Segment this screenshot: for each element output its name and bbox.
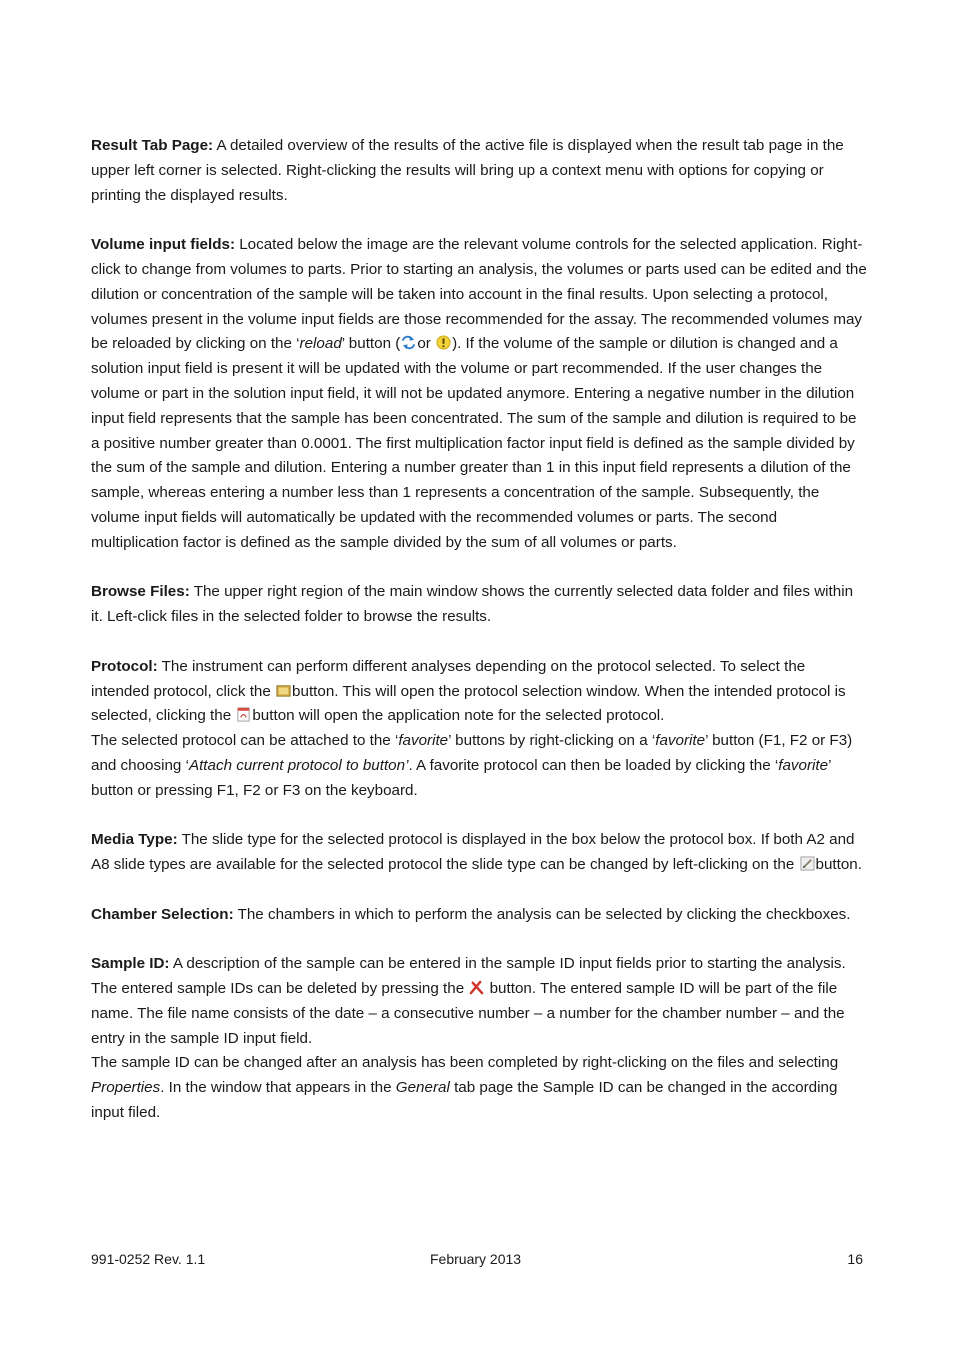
sample-p2-text-1: The sample ID can be changed after an analysis has been completed by right-clicking on the files and selecting <box>91 1054 839 1072</box>
browse-paragraph <box>91 580 867 630</box>
chamber-text: The chambers in which to perform the analysis can be selected by clicking the checkboxes. <box>233 905 851 923</box>
media-text-1: The slide type for the selected protocol is displayed in the box below the protocol box. If both A2 and A8 slide types are available for the selected protocol the slide type can be changed by left-clicking on the <box>91 831 855 874</box>
pdf-document-icon <box>236 707 251 722</box>
favorite-text-1: The selected protocol can be attached to the ‘ <box>91 732 399 750</box>
media-paragraph <box>91 828 867 878</box>
protocol-text-3: button will open the application note for the selected protocol. <box>252 707 665 725</box>
volume-heading: Volume input fields: <box>91 236 235 254</box>
volume-or: or <box>417 335 431 353</box>
attach-term: Attach current protocol to button’ <box>188 756 409 774</box>
volume-paragraph <box>91 233 867 555</box>
media-text-2: button. <box>815 856 862 874</box>
sample-p2-text-2: . In the window that appears in the <box>160 1079 396 1097</box>
result-tab-heading: Result Tab Page: <box>91 137 214 154</box>
protocol-paragraph <box>91 655 867 729</box>
sample-heading: Sample ID: <box>91 955 170 973</box>
protocol-text-2: button. This will open the protocol selection window. When the intended protocol is selected, clicking the <box>91 682 846 725</box>
sample-text-2: button. The entered sample ID will be part of the file name. The file name consists of the date – a consecutive number – a number for the chamber number – and the entry in the sample ID input field. <box>91 980 845 1047</box>
browse-heading: Browse Files: <box>91 583 190 601</box>
volume-text-1: Located below the image are the relevant volume controls for the selected application. Right-click to change from volumes to parts. Prior to starting an analysis, the volumes or parts used can be edited and the dilution or concentration of the sample will be taken into account in the final results. Upon selecting a protocol, volumes present in the volume input fields are those recommended for the assay. The recommended volumes may be reloaded by clicking on the ‘ <box>91 236 867 353</box>
document-body <box>91 134 867 1151</box>
protocol-heading: Protocol: <box>91 657 158 675</box>
chamber-paragraph <box>91 903 867 928</box>
sample-text-1: A description of the sample can be entered in the sample ID input fields prior to starting the analysis. The entered sample IDs can be deleted by pressing the <box>91 955 846 998</box>
chamber-heading: Chamber Selection: <box>91 905 234 923</box>
favorite-text-2: ’ buttons by right-clicking on a ‘ <box>448 732 656 750</box>
footer-page-number: 16 <box>847 1251 863 1267</box>
warning-icon <box>436 335 451 350</box>
favorite-text-5: ’ button or pressing F1, F2 or F3 on the keyboard. <box>91 756 831 799</box>
folder-icon <box>276 683 291 698</box>
footer-doc-id: 991-0252 Rev. 1.1 <box>91 1251 206 1267</box>
general-term: General <box>395 1079 450 1097</box>
footer-date: February 2013 <box>430 1251 522 1267</box>
sample-paragraph <box>91 952 867 1051</box>
volume-text-3: ). If the volume of the sample or dilution is changed and a solution input field is present it will be updated with the volume or part recommended. If the user changes the volume or part in the solution input field, it will not be updated anymore. Entering a negative number in the dilution input field represents that the sample has been concentrated. The sum of the sample and dilution is required to be a positive number greater than 0.0001. The first multiplication factor input field is defined as the sample divided by the sum of the sample and dilution. Entering a number greater than 1 in this input field represents a dilution of the sample, whereas entering a number less than 1 represents a concentration of the sample. Subsequently, the volume input fields will automatically be updated with the recommended volumes or parts. The second multiplication factor is defined as the sample divided by the sum of all volumes or parts. <box>91 335 857 551</box>
page-footer <box>91 1251 863 1271</box>
favorite-term: favorite <box>778 756 829 774</box>
volume-text-2: ’ button ( <box>341 335 401 353</box>
delete-x-icon <box>469 980 484 995</box>
properties-term: Properties <box>91 1079 161 1097</box>
browse-text: The upper right region of the main window shows the currently selected data folder and files within it. Left-click files in the selected folder to browse the results. <box>91 583 854 626</box>
sample-p2-text-3: tab page the Sample ID can be changed in the according input filed. <box>91 1079 838 1122</box>
result-tab-text: A detailed overview of the results of the active file is displayed when the result tab page in the upper left corner is selected. Right-clicking the results will bring up a context menu with options for copying or printing the displayed results. <box>91 137 844 204</box>
edit-pencil-icon <box>800 856 815 871</box>
protocol-text-1: The instrument can perform different analyses depending on the protocol selected. To select the intended protocol, click the <box>91 657 806 700</box>
protocol-favorite-paragraph <box>91 729 867 803</box>
favorite-term: favorite <box>655 732 706 750</box>
reload-arrows-icon <box>401 335 416 350</box>
media-heading: Media Type: <box>91 831 178 849</box>
sample-properties-paragraph <box>91 1051 867 1125</box>
reload-term: reload <box>299 335 342 353</box>
result-tab-paragraph <box>91 134 867 208</box>
favorite-text-3: ’ button (F1, F2 or F3) and choosing ‘ <box>91 732 853 774</box>
favorite-term: favorite <box>398 732 449 750</box>
favorite-text-4: . A favorite protocol can then be loaded by clicking the ‘ <box>408 756 779 774</box>
